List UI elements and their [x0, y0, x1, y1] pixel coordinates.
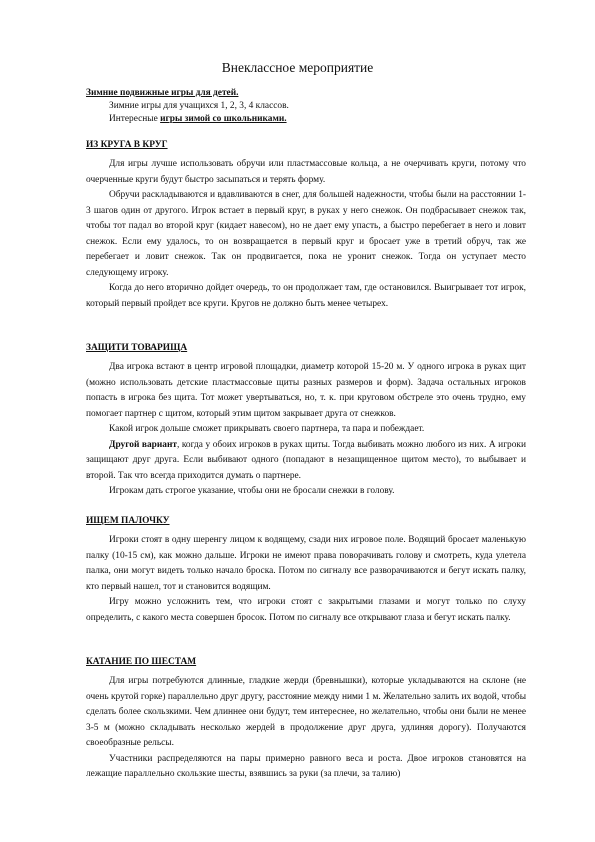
intro-line-2-emphasis: игры зимой со школьниками.: [160, 114, 287, 124]
section-heading: ИЗ КРУГА В КРУГ: [86, 140, 168, 150]
paragraph: Какой игрок дольше сможет прикрывать своего партнера, та пара и побеждает.: [109, 424, 425, 434]
intro-line-2-prefix: Интересные: [109, 114, 161, 124]
intro-heading: Зимние подвижные игры для детей.: [86, 88, 239, 98]
paragraph: Два игрока встают в центр игровой площадки, диаметр которой 15-20 м. У одного игрока в руках щит (можно использовать детские пластмассовые щиты разных размеров и форм). Задача остальных игроков попасть в игрока без щита. Тот может увертываться, но, т. к. при круговом обстреле это очень трудно, ему помогает партнер с щитом, который этим щитом закрывает друга от снежков.: [86, 362, 526, 419]
section-iz-kruga-v-krug: [86, 139, 526, 312]
paragraph-variant: [86, 438, 526, 485]
section-heading: КАТАНИЕ ПО ШЕСТАМ: [86, 657, 197, 667]
paragraph: Для игры лучше использовать обручи или пластмассовые кольца, а не очерчивать круги, потому что очерченные круги будут быстро засыпаться и терять форму.: [86, 159, 526, 185]
variant-text: , когда у обоих игроков в руках щиты. Тогда выбивать можно любого из них. А игроки защищают друг друга. Если выбивают одного (попадают в незащищенное щитом место), то выбывает и второй. Так что всегда приходится думать о партнере.: [86, 439, 526, 481]
section-katanie-po-shestam: [86, 656, 526, 783]
page-title: Внеклассное мероприятие: [221, 60, 374, 75]
section-zashchiti-tovarishcha: [86, 342, 526, 500]
paragraph: Для игры потребуются длинные, гладкие жерди (бревнышки), которые укладываются на склоне (не очень крутой горке) параллельно друг другу, расстояние между ними 1 м. Желательно залить их водой, чтобы сделать более скользкими. Чем длиннее они будут, тем интереснее, но желательно, чтобы они были не менее 3-5 м (можно складывать несколько жердей в продолжение друг друга, удлиняя дорогу). Получаются своеобразные рельсы.: [86, 676, 526, 748]
intro-line-2: [86, 113, 526, 126]
intro-line-1: Зимние игры для учащихся 1, 2, 3, 4 классов.: [109, 101, 289, 111]
paragraph: Участники распределяются на пары примерно равного веса и роста. Двое игроков становятся на лежащие параллельно скользкие шесты, взявшись за руки (за плечи, за талию): [86, 753, 526, 779]
paragraph: Обручи раскладываются и вдавливаются в снег, для большей надежности, чтобы были на расстоянии 1-3 шагов один от другого. Игрок встает в первый круг, в руках у него снежок. Он подбрасывает снежок так, чтобы тот падал во второй круг (кидает навесом), но не дает ему упасть, а быстро перебегает в него и ловит снежок. Если ему удалось, то он возвращается в первый круг и бросает уже в третий обруч, так же перебегает и ловит снежок. Так он продвигается, пока не уронит снежок. Тогда он уступает место следующему игроку.: [86, 190, 526, 278]
section-heading: ЗАЩИТИ ТОВАРИЩА: [86, 343, 188, 353]
paragraph-note: Игрокам дать строгое указание, чтобы они не бросали снежки в голову.: [109, 486, 395, 496]
variant-label: Другой вариант: [109, 439, 177, 450]
paragraph: Когда до него вторично дойдет очередь, то он продолжает там, где остановился. Выигрывает тот игрок, который первый пройдет все круги. Кругов не должно быть менее четырех.: [86, 283, 526, 309]
intro-block: [86, 87, 526, 126]
section-heading: ИЩЕМ ПАЛОЧКУ: [86, 516, 170, 526]
section-ishchem-palochku: [86, 515, 526, 626]
paragraph: Игроки стоят в одну шеренгу лицом к водящему, сзади них игровое поле. Водящий бросает маленькую палку (10-15 см), как можно дальше. Игроки не имеют права поворачивать голову и смотреть, куда улетела палка, они могут видеть только начало броска. Потом по сигналу все разворачиваются и бегут искать палку, кто первый нашел, тот и становится водящим.: [86, 535, 526, 592]
paragraph: Игру можно усложнить тем, что игроки стоят с закрытыми глазами и могут только по слуху определить, с какого места совершен бросок. Потом по сигналу все открывают глаза и бегут искать палку.: [86, 597, 526, 623]
